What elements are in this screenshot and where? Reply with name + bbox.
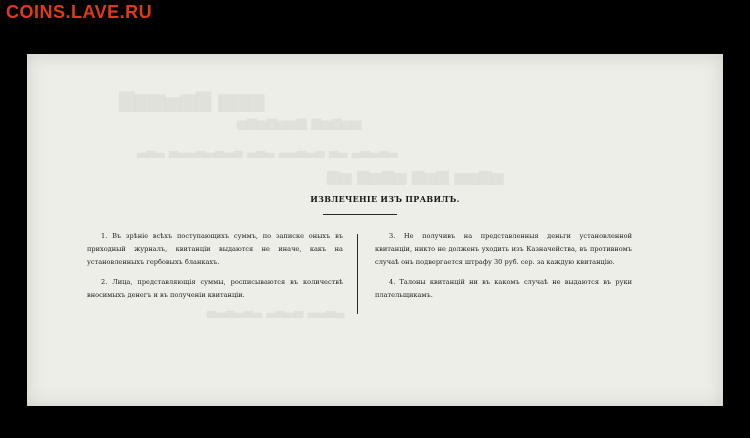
- show-through-print: ▃▄▃▃ ▄▃▄▃ ▃▄▃▄▃▄: [207, 304, 345, 318]
- show-through-print: ▃▄▃▄▃ ▃▄ ▄▃▄▃▃ ▃▄▃ ▄▃▄▃▄▃▃▄ ▃▄▃: [137, 144, 398, 158]
- left-column: [87, 230, 343, 308]
- rule-paragraph-1: 1. Въ зрѣніе всѣхъ поступающихъ суммъ, по записке оныхъ въ приходный журналъ, квитанціи выдаются не иначе, какъ на установленныхъ гербовыхъ бланкахъ.: [87, 232, 343, 267]
- show-through-print: ▅▆▅▅ ▆▅▆ ▅▆▅▆ ▅▆: [327, 166, 504, 185]
- right-column: [375, 230, 632, 308]
- column-divider: [357, 234, 358, 314]
- rule-paragraph-3: 3. Не получивъ на представленныя деньги установленной квитанціи, никто не долженъ уходить изъ Казначейства, въ противномъ случаѣ онъ подвергается штрафу 30 руб. сер. за каждую квитанцію.: [375, 232, 632, 267]
- site-watermark: COINS.LAVE.RU: [6, 2, 153, 22]
- show-through-print: ▅▅▆▅▆ ▆▅▅▆▅▆▅: [237, 116, 362, 131]
- heading-underline: [323, 214, 397, 215]
- rule-paragraph-4: 4. Талоны квитанцій ни въ какомъ случаѣ не выдаются въ руки плательщикамъ.: [375, 277, 632, 299]
- document-heading: ИЗВЛЕЧЕНІЕ ИЗЪ ПРАВИЛЪ.: [310, 194, 460, 204]
- document-sheet: [27, 54, 723, 406]
- rule-paragraph-2: 2. Лица, представляющія суммы, росписываются въ количествѣ вносимыхъ денегъ и въ полученіи квитанціи.: [87, 277, 343, 299]
- show-through-print: ▆▆▆ ▇▆▅▆▆▇: [119, 88, 265, 112]
